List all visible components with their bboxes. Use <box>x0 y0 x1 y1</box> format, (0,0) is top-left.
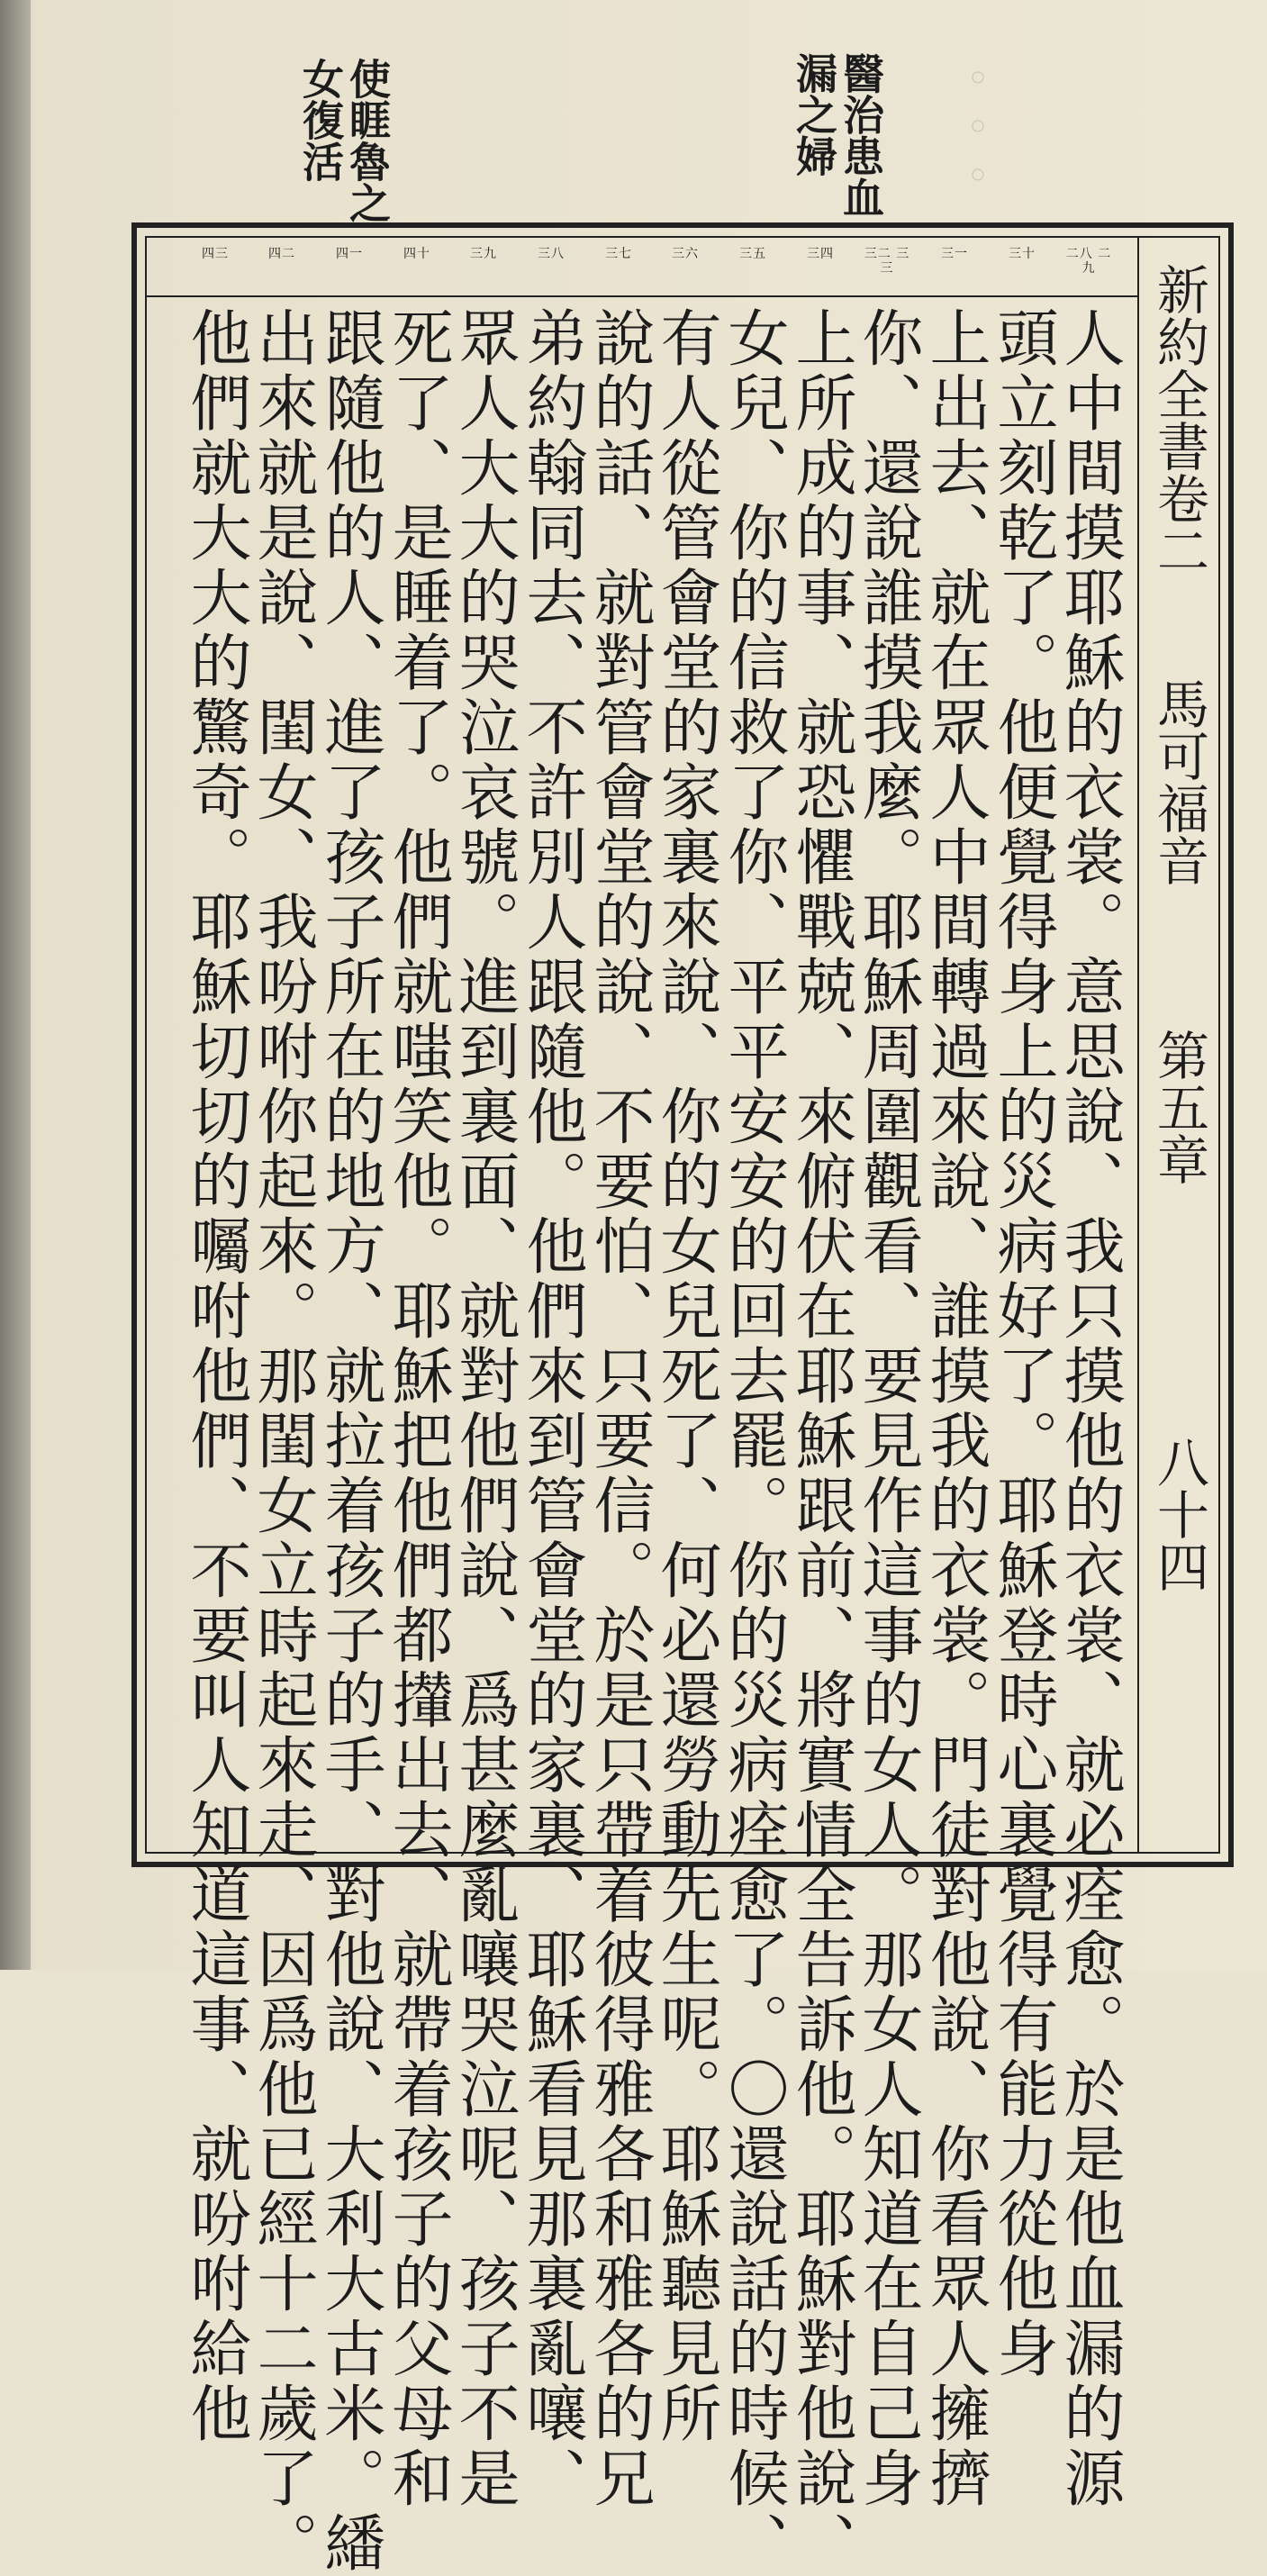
margin-note-line: 使睚魯之 <box>343 58 392 223</box>
margin-note-haemorrhage <box>791 52 884 218</box>
verse-number: 三四 <box>807 247 834 261</box>
text-column: 跟隨他的人、進了孩子所在的地方、就拉着孩子的手、對他說、大利大古米。繙 <box>314 306 385 2576</box>
verse-number: 三二 三三 <box>864 247 910 276</box>
verse-number: 三十 <box>1009 247 1036 261</box>
margin-note-line: 漏之婦 <box>790 52 838 177</box>
text-column: 女兒、你的信救了你、平平安安的回去罷。你的災病痊愈了。〇還說話的時候、 <box>718 306 789 2576</box>
verse-number: 三五 <box>739 247 766 261</box>
verse-number: 三九 <box>470 247 497 261</box>
margin-note-daughter <box>297 58 391 223</box>
margin-note-line: 醫治患血 <box>837 52 885 218</box>
book-title: 新約全書卷二 <box>1148 263 1209 576</box>
verse-number: 三七 <box>605 247 632 261</box>
page-number: 八十四 <box>1148 1436 1209 1592</box>
page-binding <box>0 0 31 1970</box>
text-frame-inner <box>145 236 1220 2576</box>
scripture-text <box>147 297 1137 2576</box>
verse-number: 三六 <box>672 247 699 261</box>
text-column: 死了、是睡着了。他們就嗤笑他。耶穌把他們都攆出去、就帶着孩子的父母和 <box>382 306 453 2511</box>
gospel-title: 馬可福音 <box>1148 677 1209 886</box>
verse-number: 四三 <box>202 247 229 261</box>
text-column: 頭立刻乾了。他便覺得身上的災病好了。耶穌登時心裏覺得有能力從他身 <box>987 306 1058 2381</box>
verse-number: 四一 <box>336 247 363 261</box>
chapter-title: 第五章 <box>1148 1029 1209 1185</box>
text-column: 你、還說誰摸我麼。耶穌周圍觀看、要見作這事的女人。那女人知道在自己身 <box>852 306 923 2511</box>
text-column: 人中間摸耶穌的衣裳。意思說、我只摸他的衣裳、就必痊愈。於是他血漏的源 <box>1054 306 1125 2511</box>
text-column: 有人從管會堂的家裏來說、你的女兒死了、何必還勞動先生呢。耶穌聽見所 <box>650 306 721 2446</box>
verse-number: 三一 <box>941 247 968 261</box>
verse-number: 三八 <box>538 247 565 261</box>
text-column: 眾人大大的哭泣哀號。進到裏面、就對他們說、爲甚麼亂嚷哭泣呢、孩子不是 <box>448 306 520 2511</box>
text-column: 弟約翰同去、不許別人跟隨他。他們來到管會堂的家裏、耶穌看見那裏亂嚷、 <box>516 306 587 2511</box>
running-header <box>1137 238 1218 1852</box>
bleed-through-mark: ◦◦◦ <box>954 54 1002 200</box>
text-column: 他們就大大的驚奇。耶穌切切的囑咐他們、不要叫人知道這事、就吩咐給他 <box>180 306 251 2446</box>
margin-note-line: 女復活 <box>296 58 345 182</box>
text-column: 上所成的事、就恐懼戰兢、來俯伏在耶穌跟前、將實情全告訴他。耶穌對他說、 <box>785 306 856 2576</box>
verse-number-bar <box>147 238 1137 297</box>
text-column: 說的話、就對管會堂的說、不要怕、只要信。於是只帶着彼得雅各和雅各的兄 <box>584 306 655 2511</box>
text-frame <box>131 222 1234 2576</box>
verse-number: 二八 二九 <box>1065 247 1112 276</box>
verse-number: 四二 <box>268 247 295 261</box>
text-column: 上出去、就在眾人中間轉過來說、誰摸我的衣裳。門徒對他說、你看眾人擁擠 <box>919 306 991 2511</box>
verse-number: 四十 <box>403 247 430 261</box>
text-column: 出來就是說、閨女、我吩咐你起來。那閨女立時起來走、因爲他已經十二歲了。 <box>247 306 318 2576</box>
